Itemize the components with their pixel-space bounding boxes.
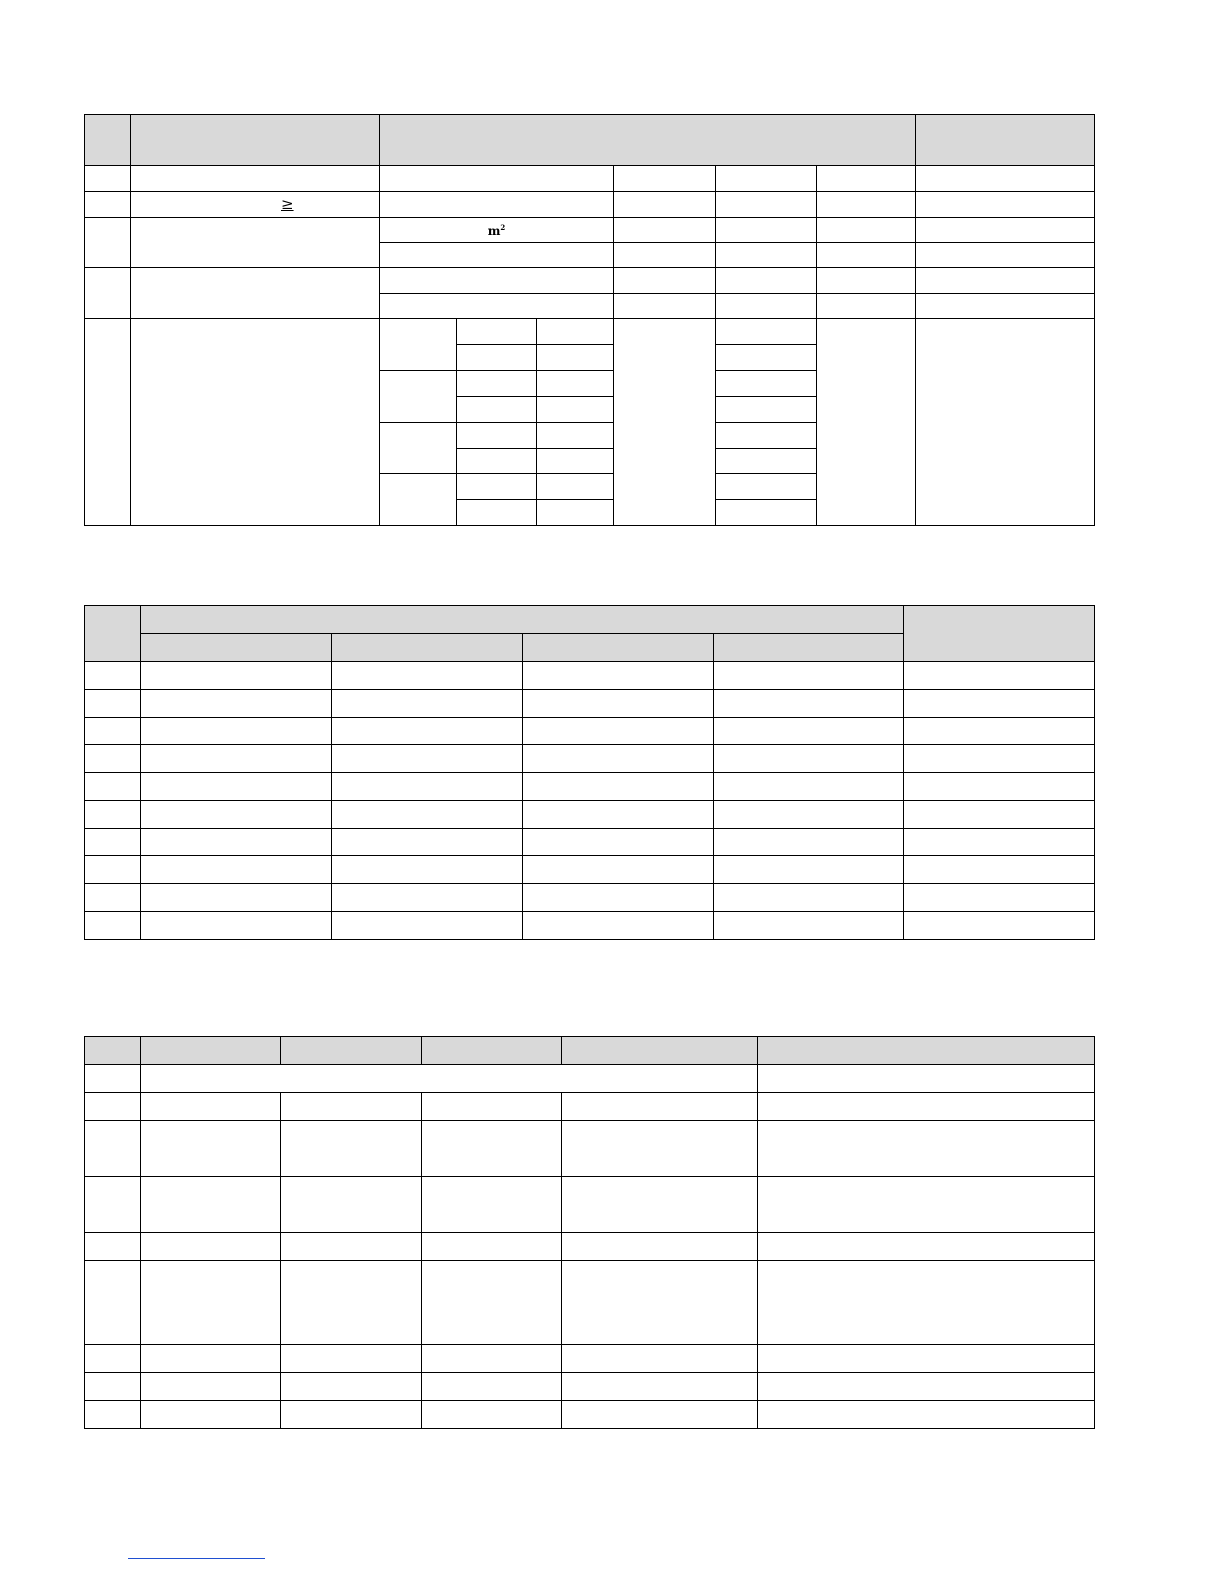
table-cell bbox=[332, 662, 523, 690]
table-cell bbox=[85, 1401, 141, 1429]
table-cell bbox=[817, 319, 916, 526]
table-cell bbox=[457, 474, 537, 500]
table-cell bbox=[817, 192, 916, 218]
schedule-table-header-row bbox=[85, 1037, 1095, 1065]
table-cell bbox=[614, 268, 716, 294]
table-cell bbox=[380, 319, 457, 371]
table-row bbox=[85, 1177, 1095, 1233]
table-row bbox=[85, 1233, 1095, 1261]
table-cell bbox=[916, 319, 1095, 526]
table-cell bbox=[716, 319, 817, 345]
table-cell bbox=[714, 856, 904, 884]
table-cell bbox=[332, 856, 523, 884]
table-cell bbox=[85, 192, 131, 218]
table-cell bbox=[281, 1401, 422, 1429]
greater-equal-symbol: ≥ bbox=[281, 195, 294, 213]
table-row bbox=[85, 1261, 1095, 1345]
table-cell bbox=[758, 1065, 1095, 1093]
table-cell bbox=[523, 718, 714, 745]
table-cell bbox=[714, 718, 904, 745]
table-cell bbox=[141, 690, 332, 718]
table-cell bbox=[332, 745, 523, 773]
table-cell bbox=[422, 1121, 562, 1177]
table-cell bbox=[614, 166, 716, 192]
table-cell bbox=[523, 801, 714, 829]
table-cell bbox=[85, 1177, 141, 1233]
table-cell bbox=[85, 856, 141, 884]
table-cell bbox=[716, 397, 817, 423]
table-cell bbox=[523, 856, 714, 884]
table-cell bbox=[904, 745, 1095, 773]
table-cell bbox=[904, 801, 1095, 829]
table-cell bbox=[141, 856, 332, 884]
table-cell bbox=[614, 294, 716, 319]
table-row bbox=[85, 912, 1095, 940]
table-cell bbox=[714, 773, 904, 801]
table-cell bbox=[537, 319, 614, 345]
table-cell bbox=[131, 268, 380, 319]
table-cell bbox=[85, 218, 131, 268]
table-cell bbox=[85, 801, 141, 829]
table-row bbox=[85, 690, 1095, 718]
table-cell bbox=[537, 449, 614, 474]
table-cell bbox=[85, 662, 141, 690]
table-cell bbox=[380, 474, 457, 526]
table-cell bbox=[85, 884, 141, 912]
spec-table-header-row bbox=[85, 115, 1095, 166]
table-cell bbox=[131, 319, 380, 526]
area-unit: $m^2$ bbox=[487, 222, 506, 238]
table-cell bbox=[916, 243, 1095, 268]
table-cell bbox=[716, 500, 817, 526]
table-cell bbox=[523, 690, 714, 718]
table-cell bbox=[141, 718, 332, 745]
table-cell bbox=[422, 1345, 562, 1373]
table-cell bbox=[716, 243, 817, 268]
table-cell bbox=[85, 1093, 141, 1121]
table-cell bbox=[562, 1093, 758, 1121]
table-cell bbox=[537, 423, 614, 449]
table-cell bbox=[904, 773, 1095, 801]
table-cell bbox=[281, 1177, 422, 1233]
table-row bbox=[85, 1065, 1095, 1093]
table-cell bbox=[817, 166, 916, 192]
table-cell bbox=[85, 690, 141, 718]
table-cell bbox=[281, 1373, 422, 1401]
table-cell bbox=[716, 449, 817, 474]
table-cell bbox=[380, 218, 614, 243]
table-cell bbox=[422, 1233, 562, 1261]
table-row bbox=[85, 218, 1095, 243]
header-cell bbox=[332, 634, 523, 662]
table-row bbox=[85, 718, 1095, 745]
table-cell bbox=[716, 192, 817, 218]
table-cell bbox=[714, 912, 904, 940]
header-cell bbox=[422, 1037, 562, 1065]
header-cell bbox=[141, 1037, 281, 1065]
table-cell bbox=[716, 423, 817, 449]
header-cell bbox=[714, 634, 904, 662]
table-cell bbox=[141, 773, 332, 801]
header-cell bbox=[131, 115, 380, 166]
header-cell bbox=[141, 606, 904, 634]
header-cell bbox=[85, 115, 131, 166]
table-cell bbox=[614, 192, 716, 218]
table-cell bbox=[380, 294, 614, 319]
header-cell bbox=[562, 1037, 758, 1065]
table-cell bbox=[141, 801, 332, 829]
table-cell bbox=[131, 192, 380, 218]
table-cell bbox=[523, 884, 714, 912]
header-cell bbox=[904, 606, 1095, 662]
table-cell bbox=[85, 1233, 141, 1261]
table-cell bbox=[85, 773, 141, 801]
table-cell bbox=[523, 745, 714, 773]
table-cell bbox=[85, 745, 141, 773]
table-cell bbox=[758, 1401, 1095, 1429]
table-cell bbox=[716, 474, 817, 500]
table-cell bbox=[758, 1093, 1095, 1121]
table-cell bbox=[758, 1121, 1095, 1177]
table-cell bbox=[562, 1177, 758, 1233]
table-cell bbox=[85, 1373, 141, 1401]
table-row bbox=[85, 856, 1095, 884]
table-cell bbox=[85, 1121, 141, 1177]
table-cell bbox=[562, 1345, 758, 1373]
table-cell bbox=[141, 884, 332, 912]
header-cell bbox=[380, 115, 916, 166]
table-cell bbox=[758, 1373, 1095, 1401]
table-cell bbox=[817, 294, 916, 319]
table-cell bbox=[523, 662, 714, 690]
table-cell bbox=[85, 268, 131, 319]
table-cell bbox=[817, 218, 916, 243]
table-cell bbox=[714, 662, 904, 690]
table-cell bbox=[916, 294, 1095, 319]
table-cell bbox=[904, 662, 1095, 690]
table-cell bbox=[758, 1233, 1095, 1261]
table-cell bbox=[562, 1233, 758, 1261]
table-cell bbox=[332, 773, 523, 801]
table-cell bbox=[714, 690, 904, 718]
table-cell bbox=[131, 166, 380, 192]
table-cell bbox=[904, 912, 1095, 940]
table-cell bbox=[141, 662, 332, 690]
table-cell bbox=[85, 1065, 141, 1093]
table-cell bbox=[332, 884, 523, 912]
table-cell bbox=[380, 423, 457, 474]
table-cell bbox=[141, 1345, 281, 1373]
table-cell bbox=[714, 745, 904, 773]
table-cell bbox=[904, 829, 1095, 856]
table-cell bbox=[131, 218, 380, 268]
table-cell bbox=[714, 801, 904, 829]
table-cell bbox=[85, 829, 141, 856]
table-cell bbox=[332, 801, 523, 829]
table-cell bbox=[614, 218, 716, 243]
table-cell bbox=[758, 1345, 1095, 1373]
measurement-table bbox=[84, 605, 1095, 940]
table-cell bbox=[85, 1345, 141, 1373]
table-cell bbox=[380, 166, 614, 192]
table-cell bbox=[916, 218, 1095, 243]
table-cell bbox=[537, 474, 614, 500]
table-row bbox=[85, 268, 1095, 294]
table-cell bbox=[85, 1261, 141, 1345]
table-cell bbox=[537, 500, 614, 526]
table-cell bbox=[281, 1261, 422, 1345]
table-row bbox=[85, 1401, 1095, 1429]
table-cell bbox=[281, 1233, 422, 1261]
table-cell bbox=[141, 1065, 758, 1093]
table-cell bbox=[85, 718, 141, 745]
table-cell bbox=[332, 829, 523, 856]
table-cell bbox=[380, 243, 614, 268]
table-row bbox=[85, 884, 1095, 912]
table-cell bbox=[523, 912, 714, 940]
table-cell bbox=[916, 166, 1095, 192]
table-cell bbox=[916, 192, 1095, 218]
table-cell bbox=[457, 371, 537, 397]
table-cell bbox=[904, 690, 1095, 718]
table-cell bbox=[141, 1177, 281, 1233]
table-cell bbox=[85, 166, 131, 192]
table-cell bbox=[281, 1345, 422, 1373]
table-cell bbox=[817, 243, 916, 268]
table-cell bbox=[904, 884, 1095, 912]
table-cell bbox=[916, 268, 1095, 294]
table-cell bbox=[716, 371, 817, 397]
table-cell bbox=[141, 745, 332, 773]
footnote-divider bbox=[128, 1558, 265, 1559]
table-row bbox=[85, 662, 1095, 690]
table-cell bbox=[332, 718, 523, 745]
table-cell bbox=[457, 397, 537, 423]
header-cell bbox=[758, 1037, 1095, 1065]
table-cell bbox=[457, 449, 537, 474]
table-cell bbox=[141, 1401, 281, 1429]
table-cell bbox=[562, 1373, 758, 1401]
table-cell bbox=[758, 1261, 1095, 1345]
table-cell bbox=[716, 345, 817, 371]
table-row bbox=[85, 1373, 1095, 1401]
header-cell bbox=[281, 1037, 422, 1065]
table-row bbox=[85, 773, 1095, 801]
table-row bbox=[85, 1093, 1095, 1121]
table-cell bbox=[562, 1401, 758, 1429]
table-cell bbox=[380, 192, 614, 218]
table-cell bbox=[904, 856, 1095, 884]
table-cell bbox=[457, 423, 537, 449]
table-row bbox=[85, 1121, 1095, 1177]
table-cell bbox=[716, 166, 817, 192]
table-cell bbox=[141, 1121, 281, 1177]
header-cell bbox=[85, 1037, 141, 1065]
table-row bbox=[85, 745, 1095, 773]
table-cell bbox=[537, 371, 614, 397]
table-cell bbox=[141, 1093, 281, 1121]
table-cell bbox=[141, 1261, 281, 1345]
table-cell bbox=[614, 319, 716, 526]
table-cell bbox=[422, 1261, 562, 1345]
spec-table bbox=[84, 114, 1095, 526]
table-cell bbox=[904, 718, 1095, 745]
table-cell bbox=[523, 829, 714, 856]
table-cell bbox=[457, 345, 537, 371]
table-cell bbox=[537, 345, 614, 371]
table-cell bbox=[716, 218, 817, 243]
table-cell bbox=[141, 912, 332, 940]
header-cell bbox=[141, 634, 332, 662]
table-cell bbox=[537, 397, 614, 423]
table-cell bbox=[422, 1093, 562, 1121]
measurement-table-header-row bbox=[85, 606, 1095, 634]
table-cell bbox=[457, 319, 537, 345]
table-row bbox=[85, 319, 1095, 345]
table-cell bbox=[141, 1233, 281, 1261]
table-cell bbox=[332, 690, 523, 718]
table-cell bbox=[141, 1373, 281, 1401]
table-cell bbox=[714, 829, 904, 856]
table-cell bbox=[85, 319, 131, 526]
table-cell bbox=[422, 1401, 562, 1429]
table-row bbox=[85, 801, 1095, 829]
table-cell bbox=[716, 268, 817, 294]
header-cell bbox=[523, 634, 714, 662]
table-cell bbox=[422, 1177, 562, 1233]
header-cell bbox=[85, 606, 141, 662]
table-cell bbox=[523, 773, 714, 801]
table-row bbox=[85, 1345, 1095, 1373]
table-cell bbox=[332, 912, 523, 940]
table-cell bbox=[281, 1093, 422, 1121]
table-cell bbox=[457, 500, 537, 526]
table-cell bbox=[380, 371, 457, 423]
table-cell bbox=[380, 268, 614, 294]
table-cell bbox=[562, 1261, 758, 1345]
table-cell bbox=[141, 829, 332, 856]
table-cell bbox=[758, 1177, 1095, 1233]
table-cell bbox=[281, 1121, 422, 1177]
table-cell bbox=[714, 884, 904, 912]
schedule-table bbox=[84, 1036, 1095, 1429]
table-cell bbox=[422, 1373, 562, 1401]
table-cell bbox=[614, 243, 716, 268]
table-row bbox=[85, 166, 1095, 192]
header-cell bbox=[916, 115, 1095, 166]
table-cell bbox=[562, 1121, 758, 1177]
table-cell bbox=[817, 268, 916, 294]
table-row bbox=[85, 829, 1095, 856]
table-cell bbox=[85, 912, 141, 940]
table-cell bbox=[716, 294, 817, 319]
table-row bbox=[85, 192, 1095, 218]
